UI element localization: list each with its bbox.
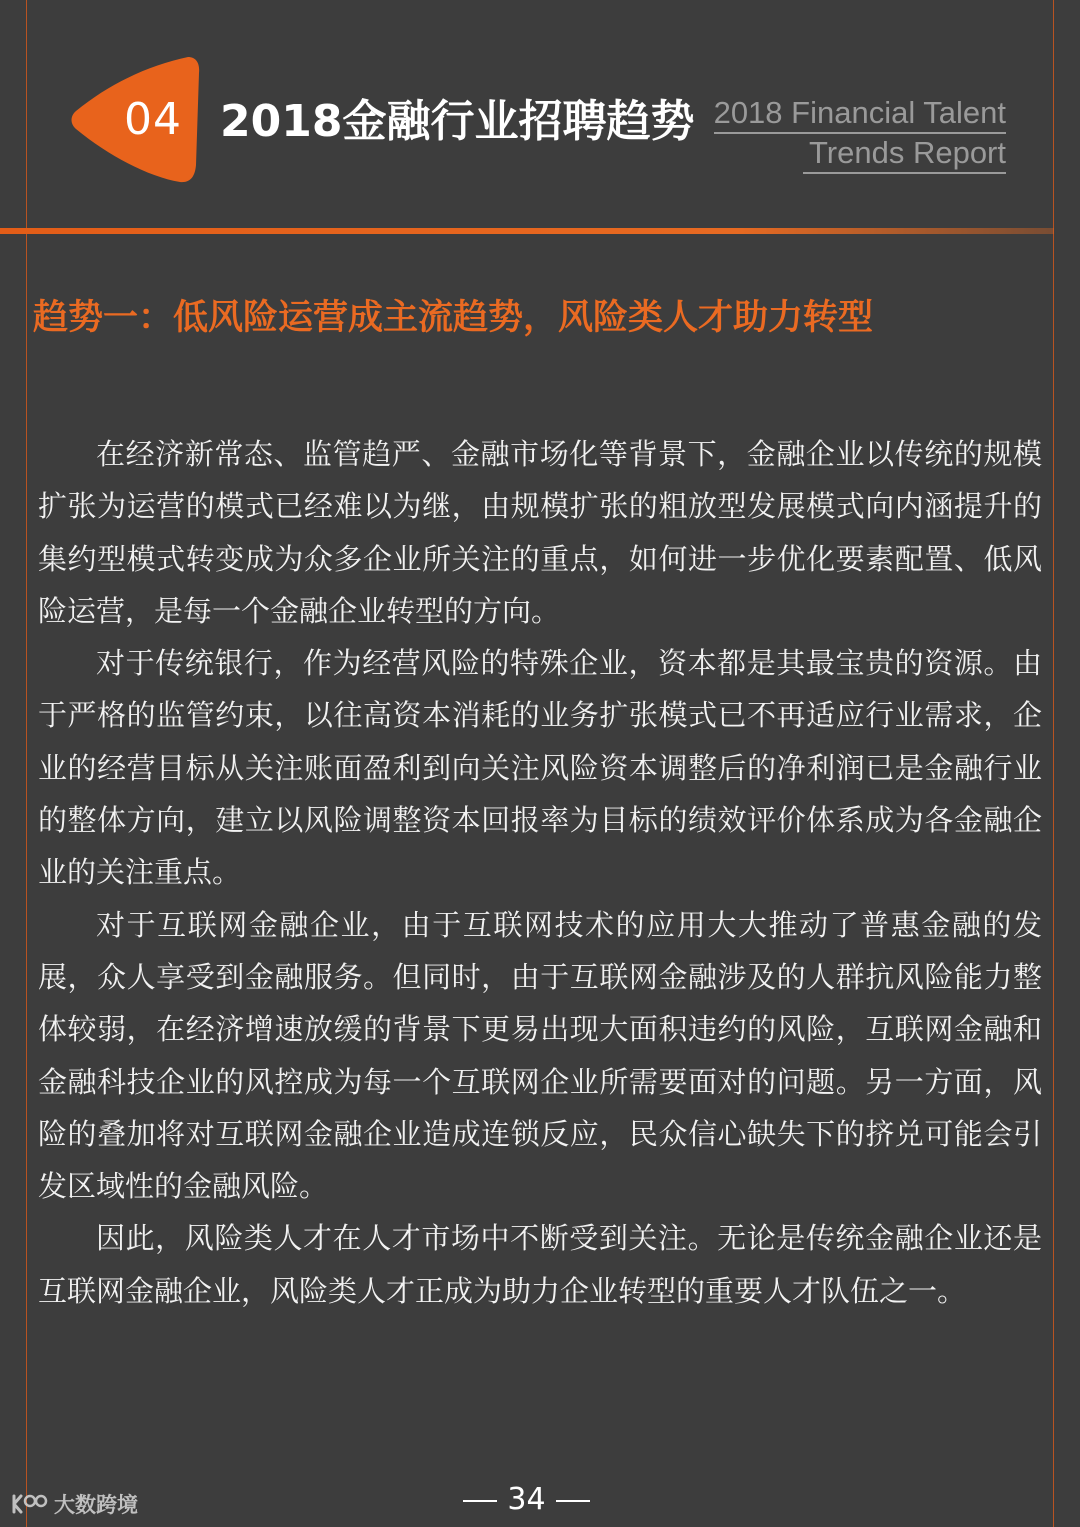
english-title-line1: 2018 Financial Talent: [714, 94, 1006, 134]
chapter-title: 2018金融行业招聘趋势: [220, 96, 695, 147]
paragraph: 对于互联网金融企业，由于互联网技术的应用大大推动了普惠金融的发展，众人享受到金融服务。但同时，由于互联网金融涉及的人群抗风险能力整体较弱，在经济增速放缓的背景下更易出现大面积违约的风险，互联网金融和金融科技企业的风控成为每一个互联网企业所需要面对的问题。另一方面，风险的叠加将对互联网金融企业造成连锁反应，民众信心缺失下的挤兑可能会引发区域性的金融风险。: [38, 907, 1042, 1204]
watermark: [10, 1488, 138, 1520]
chapter-badge: [70, 55, 202, 185]
chapter-number: 04: [124, 94, 182, 145]
page-number-value: 34: [507, 1482, 546, 1517]
page-number-dash-left: [463, 1500, 497, 1502]
page-number-dash-right: [556, 1500, 590, 1502]
paragraph: 因此，风险类人才在人才市场中不断受到关注。无论是传统金融企业还是互联网金融企业，风险类人才正成为助力企业转型的重要人才队伍之一。: [38, 1221, 1042, 1308]
logo-mark-icon: [10, 1490, 50, 1518]
english-title: [714, 94, 1006, 174]
header-divider: [0, 228, 1054, 234]
paragraph: 在经济新常态、监管趋严、金融市场化等背景下，金融企业以传统的规模扩张为运营的模式已经难以为继，由规模扩张的粗放型发展模式向内涵提升的集约型模式转变成为众多企业所关注的重点，如何进一步优化要素配置、低风险运营，是每一个金融企业转型的方向。: [38, 437, 1042, 628]
page-number: [0, 1478, 1053, 1522]
section-heading: 趋势一：低风险运营成主流趋势，风险类人才助力转型: [33, 298, 874, 338]
watermark-text: 大数跨境: [54, 1493, 138, 1517]
paragraph: 对于传统银行，作为经营风险的特殊企业，资本都是其最宝贵的资源。由于严格的监管约束，以往高资本消耗的业务扩张模式已不再适应行业需求，企业的经营目标从关注账面盈利到向关注风险资本调整后的净利润已是金融行业的整体方向，建立以风险调整资本回报率为目标的绩效评价体系成为各金融企业的关注重点。: [38, 646, 1042, 890]
english-title-line2: Trends Report: [803, 134, 1006, 174]
body-text: [38, 428, 1042, 1317]
